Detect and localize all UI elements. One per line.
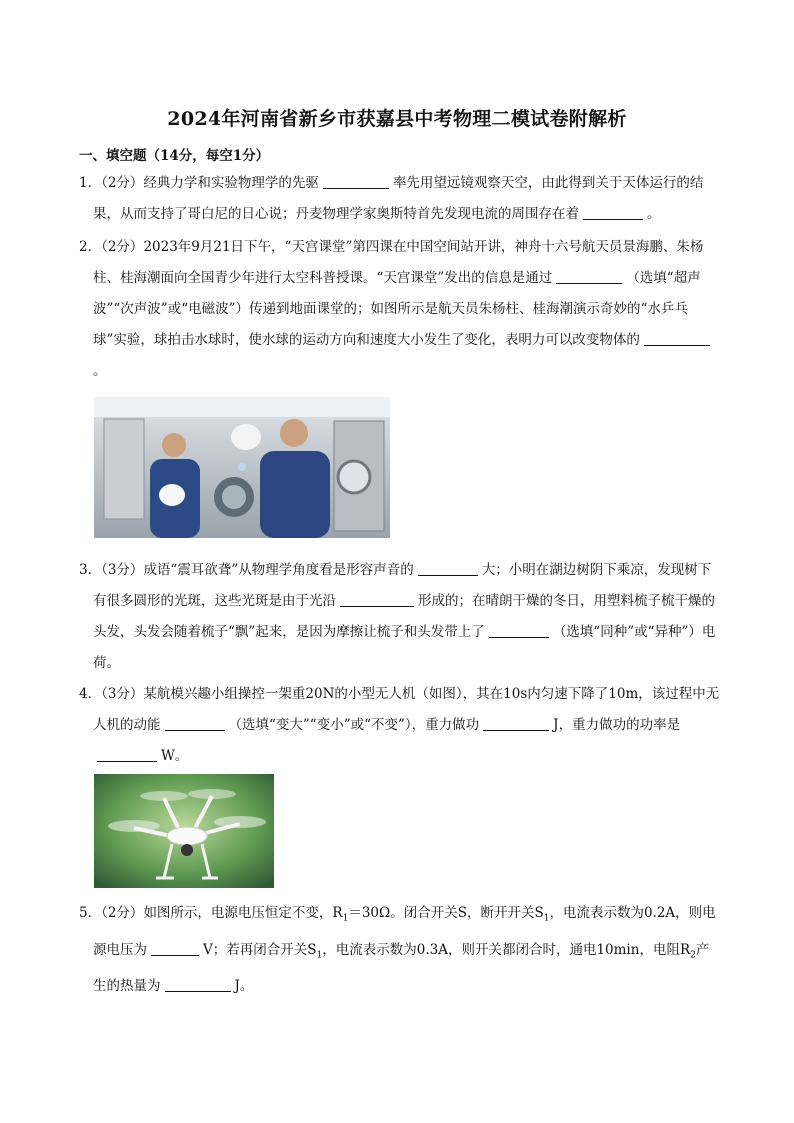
answer-blank[interactable]: [151, 941, 199, 956]
answer-blank[interactable]: [556, 269, 622, 284]
question-1: 1．（2分）经典力学和实验物理学的先驱 率先用望远镜观察天空，由此得到关于天体运行的结果，从而支持了哥白尼的日心说；丹麦物理学家奥斯特首先发现电流的周围存在着 。: [79, 175, 704, 222]
answer-blank[interactable]: [489, 623, 549, 638]
answer-blank[interactable]: [340, 592, 414, 607]
answer-blank[interactable]: [165, 977, 231, 992]
answer-blank[interactable]: [323, 174, 389, 189]
answer-blank[interactable]: [418, 561, 478, 576]
answer-blank[interactable]: [644, 331, 710, 346]
question-4: 4．（3分）某航模兴趣小组操控一架重20N的小型无人机（如图），其在10s内匀速下降了10m，该过程中无人机的动能 （选填“变大”“变小”或“不变”），重力做功 J，重力做功的功率是W。: [79, 686, 720, 764]
page-title: 2024年河南省新乡市获嘉县中考物理二模试卷附解析: [167, 108, 627, 130]
space-station-photo: [94, 397, 390, 538]
question-5: 5．（2分）如图所示，电源电压恒定不变，$R_1=30\Omega$。闭合开关S，断开开关$S_1$，电流表示数为0.2A，则电源电压为 V；若再闭合开关$S_1$，电流表示数为0.3A，则开关都闭合时，通电10min，电阻$R_2$产生的热量为 J。: [79, 905, 716, 995]
answer-blank[interactable]: [483, 716, 549, 731]
section-heading: 一、填空题（14分，每空1分）: [79, 148, 270, 164]
answer-blank[interactable]: [583, 205, 643, 220]
question-3: 3．（3分）成语“震耳欲聋”从物理学角度看是形容声音的 大；小明在湖边树阴下乘凉，发现树下有很多圆形的光斑，这些光斑是由于光沿 形成的；在晴朗干燥的冬日，用塑料梳子梳干燥的头发，头发会随着梳子“飘”起来，是因为摩擦让梳子和头发带上了 （选填“同种”或“异种”）电荷。: [79, 562, 716, 671]
question-2: 2．（2分）2023年9月21日下午，“天宫课堂”第四课在中国空间站开讲，神舟十六号航天员景海鹏、朱杨柱、桂海潮面向全国青少年进行太空科普授课。“天宫课堂”发出的信息是通过 （选填“超声波”“次声波”或“电磁波”）传递到地面课堂的；如图所示是航天员朱杨柱、桂海潮演示奇妙的“水乒乓球”实验，球拍击水球时，使水球的运动方向和速度大小发生了变化，表明力可以改变物体的。: [79, 232, 721, 387]
answer-blank[interactable]: [97, 747, 157, 762]
drone-photo: [94, 774, 274, 888]
answer-blank[interactable]: [165, 716, 225, 731]
